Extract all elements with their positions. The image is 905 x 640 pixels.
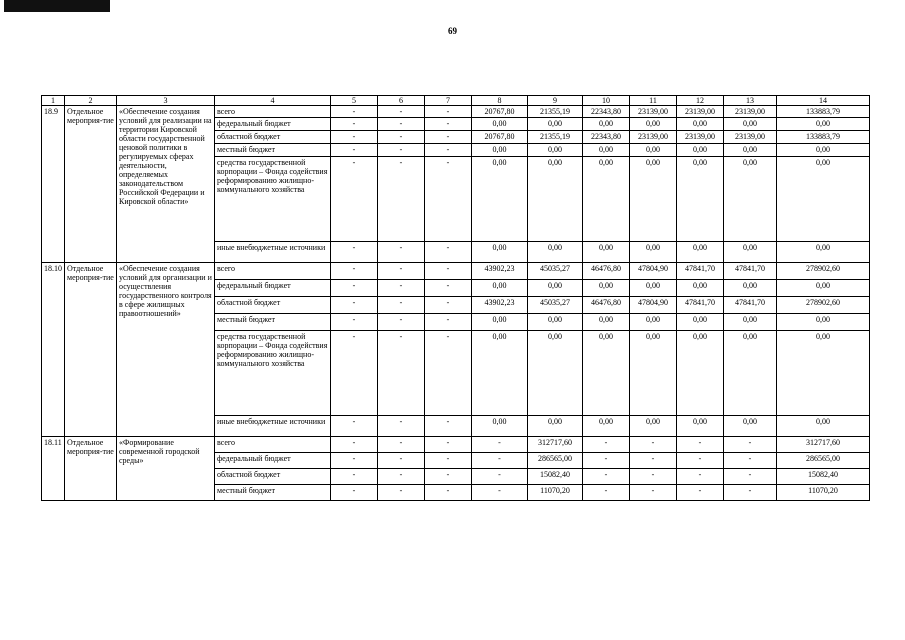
column-header: 7 <box>425 96 472 106</box>
value-cell: - <box>331 469 378 485</box>
value-cell: 0,00 <box>583 242 630 263</box>
column-header: 12 <box>677 96 724 106</box>
column-header: 10 <box>583 96 630 106</box>
column-header: 9 <box>528 96 583 106</box>
value-cell: - <box>583 437 630 453</box>
column-header: 8 <box>472 96 528 106</box>
value-cell: - <box>677 437 724 453</box>
funding-source: федеральный бюджет <box>215 280 331 297</box>
value-cell: - <box>677 485 724 501</box>
value-cell: - <box>425 263 472 280</box>
value-cell: 23139,00 <box>677 131 724 144</box>
funding-source: местный бюджет <box>215 144 331 157</box>
budget-table <box>41 95 870 501</box>
value-cell: 23139,00 <box>724 131 777 144</box>
value-cell: 0,00 <box>583 280 630 297</box>
value-cell: - <box>331 157 378 242</box>
value-cell: 0,00 <box>528 331 583 416</box>
value-cell: 0,00 <box>777 118 870 131</box>
value-cell: 0,00 <box>724 331 777 416</box>
value-cell: 133883,79 <box>777 131 870 144</box>
value-cell: - <box>630 485 677 501</box>
value-cell: 0,00 <box>583 144 630 157</box>
item-name: «Обеспечение создания условий для организации и осуществления государственного контроля в сфере жилищных правоотношений» <box>117 263 215 437</box>
value-cell: 0,00 <box>724 416 777 437</box>
value-cell: - <box>472 485 528 501</box>
value-cell: 11070,20 <box>777 485 870 501</box>
value-cell: - <box>425 453 472 469</box>
value-cell: 0,00 <box>677 314 724 331</box>
value-cell: 45035,27 <box>528 263 583 280</box>
value-cell: - <box>331 242 378 263</box>
value-cell: - <box>630 469 677 485</box>
funding-source: всего <box>215 263 331 280</box>
value-cell: - <box>378 485 425 501</box>
funding-source: местный бюджет <box>215 485 331 501</box>
value-cell: 0,00 <box>724 157 777 242</box>
value-cell: - <box>630 453 677 469</box>
value-cell: 0,00 <box>677 280 724 297</box>
value-cell: 0,00 <box>677 157 724 242</box>
value-cell: - <box>425 485 472 501</box>
funding-source: областной бюджет <box>215 131 331 144</box>
value-cell: - <box>378 469 425 485</box>
value-cell: - <box>378 280 425 297</box>
value-cell: 43902,23 <box>472 263 528 280</box>
value-cell: 0,00 <box>630 416 677 437</box>
value-cell: - <box>724 469 777 485</box>
column-header: 14 <box>777 96 870 106</box>
value-cell: 0,00 <box>777 416 870 437</box>
value-cell: - <box>378 331 425 416</box>
value-cell: - <box>425 416 472 437</box>
value-cell: - <box>331 453 378 469</box>
value-cell: 21355,19 <box>528 131 583 144</box>
value-cell: 0,00 <box>724 314 777 331</box>
value-cell: 0,00 <box>583 314 630 331</box>
value-cell: 0,00 <box>724 280 777 297</box>
table-row <box>42 106 870 118</box>
value-cell: 0,00 <box>472 242 528 263</box>
funding-source: средства государственной корпорации – Фонда содействия реформированию жилищно-коммунального хозяйства <box>215 157 331 242</box>
value-cell: - <box>677 469 724 485</box>
column-header: 11 <box>630 96 677 106</box>
value-cell: 0,00 <box>630 314 677 331</box>
value-cell: - <box>425 469 472 485</box>
value-cell: 46476,80 <box>583 263 630 280</box>
value-cell: 133883,79 <box>777 106 870 118</box>
value-cell: - <box>425 131 472 144</box>
value-cell: 286565,00 <box>528 453 583 469</box>
value-cell: 0,00 <box>583 331 630 416</box>
item-number: 18.10 <box>42 263 65 437</box>
page-number: 69 <box>448 26 457 36</box>
value-cell: 23139,00 <box>630 131 677 144</box>
value-cell: - <box>331 485 378 501</box>
value-cell: 0,00 <box>583 118 630 131</box>
funding-source: иные внебюджетные источники <box>215 242 331 263</box>
item-name: «Обеспечение создания условий для реализации на территории Кировской области государственной ценовой политики в регулируемых сферах деятельности, определяемых законодательством Российской Федерации и Кировской области» <box>117 106 215 263</box>
value-cell: 0,00 <box>777 144 870 157</box>
value-cell: 45035,27 <box>528 297 583 314</box>
value-cell: - <box>583 485 630 501</box>
value-cell: 15082,40 <box>777 469 870 485</box>
value-cell: 23139,00 <box>677 106 724 118</box>
value-cell: - <box>425 437 472 453</box>
value-cell: - <box>331 416 378 437</box>
value-cell: 0,00 <box>472 280 528 297</box>
value-cell: 0,00 <box>777 242 870 263</box>
value-cell: 0,00 <box>528 280 583 297</box>
value-cell: 0,00 <box>528 314 583 331</box>
value-cell: - <box>425 144 472 157</box>
column-header: 6 <box>378 96 425 106</box>
value-cell: 0,00 <box>630 118 677 131</box>
item-type: Отдельное мероприя-тие <box>65 263 117 437</box>
value-cell: - <box>331 437 378 453</box>
value-cell: - <box>331 144 378 157</box>
value-cell: - <box>425 118 472 131</box>
value-cell: 0,00 <box>472 314 528 331</box>
value-cell: 0,00 <box>583 416 630 437</box>
value-cell: - <box>331 118 378 131</box>
value-cell: - <box>724 437 777 453</box>
value-cell: 0,00 <box>528 157 583 242</box>
value-cell: - <box>425 331 472 416</box>
value-cell: - <box>331 263 378 280</box>
item-number: 18.9 <box>42 106 65 263</box>
value-cell: - <box>583 469 630 485</box>
value-cell: - <box>425 280 472 297</box>
value-cell: 47841,70 <box>677 263 724 280</box>
value-cell: 47841,70 <box>677 297 724 314</box>
value-cell: - <box>378 314 425 331</box>
value-cell: 0,00 <box>528 144 583 157</box>
value-cell: - <box>472 453 528 469</box>
value-cell: 22343,80 <box>583 131 630 144</box>
funding-source: областной бюджет <box>215 297 331 314</box>
value-cell: 23139,00 <box>630 106 677 118</box>
funding-source: федеральный бюджет <box>215 118 331 131</box>
value-cell: - <box>378 297 425 314</box>
value-cell: 0,00 <box>724 242 777 263</box>
value-cell: - <box>378 144 425 157</box>
value-cell: 0,00 <box>630 280 677 297</box>
funding-source: иные внебюджетные источники <box>215 416 331 437</box>
value-cell: 0,00 <box>528 242 583 263</box>
value-cell: 0,00 <box>677 118 724 131</box>
value-cell: - <box>331 106 378 118</box>
value-cell: 312717,60 <box>528 437 583 453</box>
column-header: 1 <box>42 96 65 106</box>
funding-source: местный бюджет <box>215 314 331 331</box>
value-cell: 47841,70 <box>724 263 777 280</box>
value-cell: - <box>583 453 630 469</box>
value-cell: - <box>331 131 378 144</box>
value-cell: - <box>425 314 472 331</box>
value-cell: 0,00 <box>630 157 677 242</box>
value-cell: 0,00 <box>630 144 677 157</box>
value-cell: 0,00 <box>777 331 870 416</box>
value-cell: - <box>378 118 425 131</box>
value-cell: 47841,70 <box>724 297 777 314</box>
table-row <box>42 437 870 453</box>
value-cell: - <box>378 416 425 437</box>
value-cell: - <box>331 314 378 331</box>
value-cell: - <box>331 331 378 416</box>
value-cell: 0,00 <box>777 314 870 331</box>
item-type: Отдельное мероприя-тие <box>65 437 117 501</box>
column-header: 4 <box>215 96 331 106</box>
value-cell: - <box>425 106 472 118</box>
value-cell: 43902,23 <box>472 297 528 314</box>
value-cell: 286565,00 <box>777 453 870 469</box>
value-cell: 23139,00 <box>724 106 777 118</box>
header-row <box>42 96 870 106</box>
value-cell: - <box>378 453 425 469</box>
value-cell: 0,00 <box>677 242 724 263</box>
value-cell: 20767,80 <box>472 106 528 118</box>
value-cell: - <box>378 106 425 118</box>
value-cell: - <box>331 280 378 297</box>
value-cell: 0,00 <box>724 144 777 157</box>
value-cell: 0,00 <box>630 242 677 263</box>
item-name: «Формирование современной городской среды» <box>117 437 215 501</box>
value-cell: - <box>677 453 724 469</box>
funding-source: средства государственной корпорации – Фонда содействия реформированию жилищно-коммунального хозяйства <box>215 331 331 416</box>
value-cell: 20767,80 <box>472 131 528 144</box>
funding-source: областной бюджет <box>215 469 331 485</box>
funding-source: всего <box>215 437 331 453</box>
value-cell: - <box>472 469 528 485</box>
value-cell: - <box>425 157 472 242</box>
value-cell: - <box>378 242 425 263</box>
value-cell: 0,00 <box>472 144 528 157</box>
value-cell: - <box>472 437 528 453</box>
value-cell: 21355,19 <box>528 106 583 118</box>
value-cell: 0,00 <box>528 118 583 131</box>
column-header: 5 <box>331 96 378 106</box>
value-cell: 46476,80 <box>583 297 630 314</box>
value-cell: 0,00 <box>677 144 724 157</box>
value-cell: 15082,40 <box>528 469 583 485</box>
redaction-bar <box>4 0 110 12</box>
funding-source: федеральный бюджет <box>215 453 331 469</box>
column-header: 3 <box>117 96 215 106</box>
value-cell: 0,00 <box>777 280 870 297</box>
value-cell: 278902,60 <box>777 263 870 280</box>
funding-source: всего <box>215 106 331 118</box>
value-cell: 0,00 <box>777 157 870 242</box>
value-cell: 0,00 <box>583 157 630 242</box>
value-cell: 278902,60 <box>777 297 870 314</box>
value-cell: - <box>378 437 425 453</box>
value-cell: 0,00 <box>630 331 677 416</box>
value-cell: 0,00 <box>472 331 528 416</box>
value-cell: 0,00 <box>677 331 724 416</box>
value-cell: - <box>425 297 472 314</box>
value-cell: - <box>331 297 378 314</box>
value-cell: 312717,60 <box>777 437 870 453</box>
value-cell: - <box>378 263 425 280</box>
value-cell: 22343,80 <box>583 106 630 118</box>
item-type: Отдельное мероприя-тие <box>65 106 117 263</box>
value-cell: 0,00 <box>472 118 528 131</box>
value-cell: 47804,90 <box>630 297 677 314</box>
item-number: 18.11 <box>42 437 65 501</box>
value-cell: - <box>425 242 472 263</box>
column-header: 13 <box>724 96 777 106</box>
value-cell: - <box>378 157 425 242</box>
value-cell: - <box>630 437 677 453</box>
value-cell: - <box>378 131 425 144</box>
value-cell: 0,00 <box>724 118 777 131</box>
value-cell: 0,00 <box>528 416 583 437</box>
table-row <box>42 263 870 280</box>
value-cell: 47804,90 <box>630 263 677 280</box>
value-cell: 11070,20 <box>528 485 583 501</box>
value-cell: 0,00 <box>472 416 528 437</box>
column-header: 2 <box>65 96 117 106</box>
value-cell: - <box>724 453 777 469</box>
value-cell: 0,00 <box>677 416 724 437</box>
value-cell: 0,00 <box>472 157 528 242</box>
value-cell: - <box>724 485 777 501</box>
